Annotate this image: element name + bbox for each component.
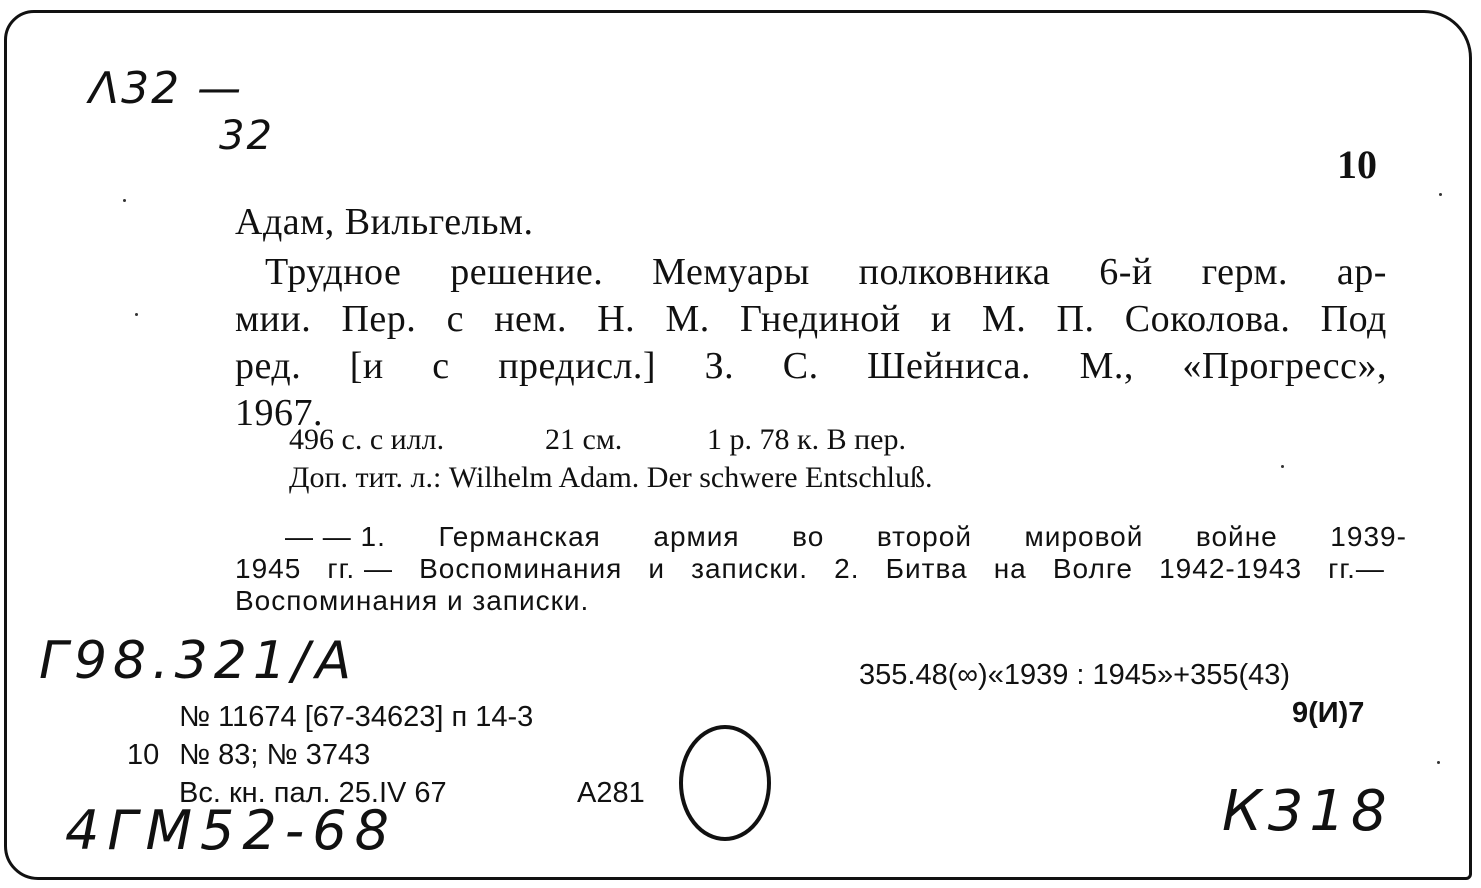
pages-info: 496 с. с илл. <box>289 423 445 456</box>
print-speck <box>1439 193 1442 196</box>
word: Н. <box>597 298 636 340</box>
word: с <box>432 345 450 387</box>
author-heading: Адам, Вильгельм. <box>235 201 534 243</box>
word: Пер. <box>341 298 417 340</box>
word: Мемуары <box>652 251 810 293</box>
word: [и <box>349 345 384 387</box>
word: второй <box>876 521 972 552</box>
title-line-2 <box>235 296 1387 343</box>
word: мии. <box>235 298 312 340</box>
subjects-line-1 <box>285 521 1407 553</box>
word: С. <box>782 345 819 387</box>
word: П. <box>1056 298 1095 340</box>
word: и <box>648 553 666 584</box>
record-code: А281 <box>577 777 645 809</box>
word: гг.— <box>1328 553 1385 584</box>
word: Трудное <box>265 251 402 293</box>
word: мировой <box>1024 521 1144 552</box>
word: войне <box>1195 521 1278 552</box>
word: М. <box>665 298 710 340</box>
word: предисл.] <box>498 345 657 387</box>
word: 2. <box>834 553 860 584</box>
word: З. <box>704 345 735 387</box>
print-speck <box>1437 761 1440 764</box>
print-speck <box>135 313 138 316</box>
subjects-block <box>235 521 1407 617</box>
word: нем. <box>494 298 567 340</box>
word: 1942-1943 <box>1159 553 1303 584</box>
word: Под <box>1320 298 1387 340</box>
alt-title: Доп. тит. л.: Wilhelm Adam. Der schwere Entschluß. <box>289 461 933 494</box>
word: Соколова. <box>1124 298 1291 340</box>
word: М., <box>1079 345 1134 387</box>
word: — — 1. <box>285 521 386 552</box>
record-number: № 11674 [67-34623] п 14-3 <box>179 701 534 733</box>
word: 1967. <box>235 392 323 434</box>
word: армия <box>653 521 740 552</box>
word: с <box>446 298 464 340</box>
word: во <box>792 521 825 552</box>
classification-secondary: 9(И)7 <box>1292 697 1365 729</box>
word: Гнединой <box>740 298 901 340</box>
catalog-card <box>4 10 1472 880</box>
word: ред. <box>235 345 302 387</box>
card-number: 10 <box>1337 142 1377 187</box>
word: Волге <box>1052 553 1133 584</box>
copies-line: № 83; № 3743 <box>179 739 371 771</box>
registration-date: Вс. кн. пал. 25.IV 67 <box>179 777 447 809</box>
word: 1939- <box>1330 521 1407 552</box>
word: гг. — <box>327 553 393 584</box>
word: Битва <box>885 553 968 584</box>
title-line-1 <box>265 249 1387 296</box>
word: герм. <box>1201 251 1289 293</box>
word: полковника <box>858 251 1051 293</box>
word: ар- <box>1336 251 1387 293</box>
handwritten-inventory-number: 4ГМ52-68 <box>65 799 397 862</box>
price-info: 1 р. 78 к. В пер. <box>707 423 906 456</box>
title-line-3 <box>235 343 1387 390</box>
print-speck <box>1281 465 1284 468</box>
oval-stamp <box>675 721 775 847</box>
subjects-line-3 <box>235 585 1407 617</box>
word: на <box>993 553 1027 584</box>
word: Воспоминания <box>419 553 623 584</box>
handwritten-code: К318 <box>1222 779 1393 844</box>
classification: 355.48(∞)«1939 : 1945»+355(43) <box>859 659 1291 691</box>
size-info: 21 см. <box>545 423 623 456</box>
word: решение. <box>450 251 604 293</box>
word: Германская <box>438 521 601 552</box>
word: записки. <box>691 553 809 584</box>
title-block <box>235 249 1387 437</box>
subjects-line-2 <box>235 553 1385 585</box>
shelf-mark: Λ32 — <box>89 63 244 114</box>
copies-prefix: 10 <box>127 739 160 771</box>
word: «Прогресс», <box>1182 345 1387 387</box>
word: Воспоминания и записки. <box>235 585 590 616</box>
print-speck <box>123 199 126 202</box>
word: М. <box>981 298 1027 340</box>
handwritten-call-number: Г98.321/А <box>39 631 358 691</box>
word: Шейниса. <box>867 345 1032 387</box>
word: 6-й <box>1099 251 1153 293</box>
word: и <box>930 298 952 340</box>
shelf-mark-sub: 32 <box>219 113 274 159</box>
word: 1945 <box>235 553 302 584</box>
